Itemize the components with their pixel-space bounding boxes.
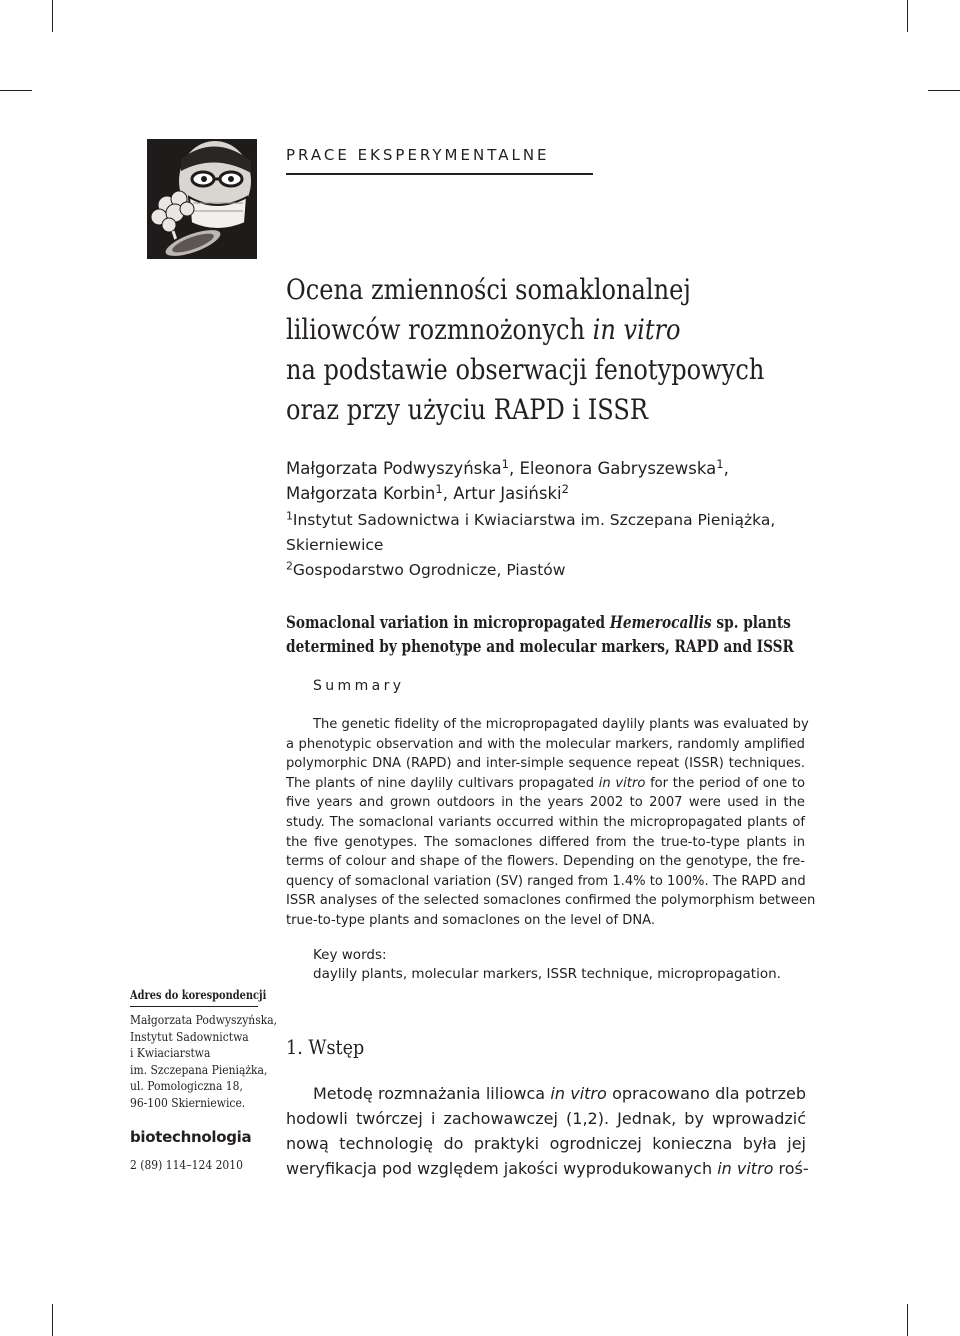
english-title-text: sp. plants [711, 613, 791, 632]
correspondence-heading: Adres do korespondencji [130, 988, 267, 1002]
affil-mark: 1 [286, 509, 293, 523]
english-title-line [286, 611, 801, 635]
english-title-italic: Hemerocallis [609, 613, 712, 632]
article-title [286, 270, 802, 430]
author-affil-mark: 1 [716, 457, 724, 472]
author-affil-mark: 1 [435, 482, 443, 497]
abstract-line: true-to-type plants and somaclones on the level of DNA. [286, 912, 656, 928]
body-line [286, 1156, 809, 1181]
address-line: 96-100 Skierniewice. [130, 1094, 246, 1110]
section-label: PRACE EKSPERYMENTALNE [286, 146, 550, 164]
crop-mark [52, 0, 53, 32]
title-line: Ocena zmienności somaklonalnej [286, 273, 691, 306]
authors-line [286, 456, 729, 481]
abstract-text: The plants of nine daylily cultivars propagated [286, 775, 599, 791]
body-text-run: roś- [773, 1159, 809, 1178]
body-text [286, 1081, 809, 1181]
correspondence-rule [130, 1006, 258, 1007]
address-line: Instytut Sadownictwa [130, 1028, 249, 1044]
author-name: Małgorzata Podwyszyńska [286, 459, 502, 478]
author-affil-mark: 1 [501, 457, 509, 472]
author-name: , Eleonora Gabryszewska [509, 459, 717, 478]
address-line: im. Szczepana Pieniążka, [130, 1061, 268, 1077]
author-separator: , [723, 459, 729, 478]
title-line [286, 310, 802, 350]
title-line: na podstawie obserwacji fenotypowych [286, 353, 765, 386]
affiliation-line [286, 558, 775, 583]
abstract-line: the five genotypes. The somaclones differed from the true-to-type plants in [286, 834, 805, 850]
abstract-line: study. The somaclonal variants occurred within the micropropagated plants of [286, 814, 805, 830]
abstract-italic: in vitro [598, 775, 646, 791]
crop-mark [907, 0, 908, 32]
address-line: Małgorzata Podwyszyńska, [130, 1012, 278, 1027]
author-name: Małgorzata Korbin [286, 484, 436, 503]
crop-mark [52, 1304, 53, 1336]
journal-logo-illustration [147, 139, 257, 259]
abstract-line: terms of colour and shape of the flowers. Depending on the genotype, the fre- [286, 854, 805, 870]
abstract-text: for the period of one to [645, 775, 805, 791]
affil-mark: 2 [286, 559, 293, 573]
scientist-with-plant-icon [147, 139, 257, 259]
authors [286, 456, 729, 506]
crop-mark [907, 1304, 908, 1336]
abstract-line: quency of somaclonal variation (SV) ranged from 1.4% to 100%. The RAPD and [286, 873, 806, 889]
address-line: ul. Pomologiczna 18, [130, 1078, 243, 1094]
body-line: hodowli twórczej i zachowawczej (1,2). Jednak, by wprowadzić [286, 1109, 806, 1128]
title-text: liliowców rozmnożonych [286, 313, 593, 346]
author-name: , Artur Jasiński [442, 484, 562, 503]
title-italic: in vitro [592, 313, 681, 346]
title-line: oraz przy użyciu RAPD i ISSR [286, 393, 648, 426]
affiliation-text: Instytut Sadownictwa i Kwiaciarstwa im. Szczepana Pieniążka, [292, 511, 776, 529]
journal-name: biotechnologia [130, 1128, 252, 1146]
abstract-line: polymorphic DNA (RAPD) and inter-simple sequence repeat (ISSR) techniques. [286, 756, 805, 772]
section-rule [286, 173, 593, 175]
journal-issue: 2 (89) 114–124 2010 [130, 1157, 243, 1172]
crop-mark [0, 90, 32, 91]
abstract-line: five years and grown outdoors in the years 2002 to 2007 were used in the [286, 795, 805, 811]
body-line [286, 1081, 806, 1106]
english-title-line: determined by phenotype and molecular markers, RAPD and ISSR [286, 637, 794, 656]
body-italic: in vitro [550, 1084, 607, 1103]
author-affil-mark: 2 [561, 482, 569, 497]
abstract-line [286, 774, 805, 794]
abstract [286, 715, 816, 931]
affiliation-line: Skierniewice [286, 536, 384, 554]
body-text-run: opracowano dla potrzeb [606, 1084, 807, 1103]
abstract-line: ISSR analyses of the selected somaclones confirmed the polymorphism between [286, 893, 816, 909]
body-italic: in vitro [717, 1159, 774, 1178]
keywords-text: daylily plants, molecular markers, ISSR technique, micropropagation. [313, 966, 781, 982]
body-line: nową technologię do praktyki ogrodniczej konieczna była jej [286, 1134, 806, 1153]
crop-mark [928, 90, 960, 91]
abstract-line: a phenotypic observation and with the molecular markers, randomly amplified [286, 736, 805, 752]
section-heading: 1. Wstęp [286, 1035, 365, 1059]
authors-line [286, 481, 729, 506]
address-line: i Kwiaciarstwa [130, 1045, 211, 1061]
affiliations [286, 508, 775, 583]
english-title [286, 611, 801, 659]
abstract-line: The genetic fidelity of the micropropagated daylily plants was evaluated by [313, 717, 809, 732]
english-title-text: Somaclonal variation in micropropagated [286, 613, 610, 632]
keywords-label: Key words: [313, 947, 387, 963]
correspondence-address [130, 1012, 277, 1112]
affiliation-line [286, 508, 775, 533]
body-text-run: Metodę rozmnażania liliowca [313, 1084, 551, 1103]
body-text-run: weryfikacja pod względem jakości wyprodukowanych [286, 1159, 718, 1178]
affiliation-text: Gospodarstwo Ogrodnicze, Piastów [292, 561, 566, 579]
summary-label: Summary [313, 678, 405, 694]
